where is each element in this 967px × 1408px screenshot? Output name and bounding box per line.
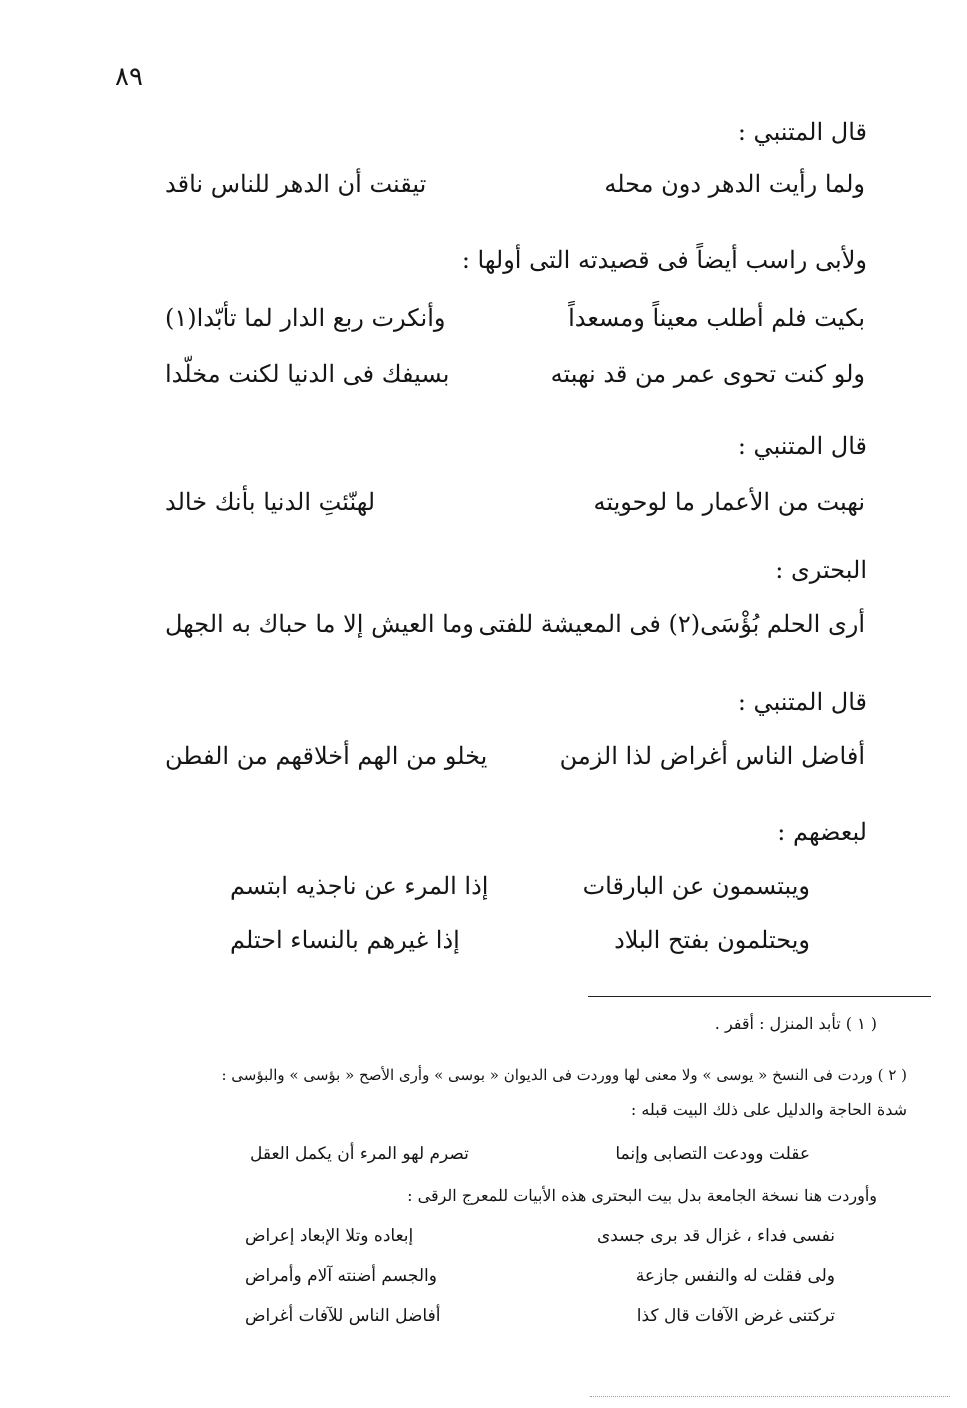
verse-first-hemistich: ويحتلمون بفتح البلاد bbox=[614, 926, 810, 954]
verse-second-hemistich: يخلو من الهم أخلاقهم من الفطن bbox=[165, 742, 488, 770]
verse-first-hemistich: نفسى فداء ، غزال قد برى جسدى bbox=[596, 1226, 835, 1246]
verse-line bbox=[165, 610, 865, 650]
verse-second-hemistich: إذا المرء عن ناجذيه ابتسم bbox=[230, 872, 489, 900]
footnote-1: ( ١ ) تأبد المنزل : أقفر . bbox=[714, 1014, 877, 1033]
verse-line bbox=[165, 742, 865, 782]
entry-heading: قال المتنبي : bbox=[737, 432, 867, 460]
footnote-separator bbox=[588, 996, 931, 997]
verse-first-hemistich: ولو كنت تحوى عمر من قد نهبته bbox=[550, 360, 865, 388]
verse-second-hemistich: بسيفك فى الدنيا لكنت مخلّدا bbox=[165, 360, 450, 388]
footnote-verse bbox=[245, 1306, 835, 1334]
verse-second-hemistich: وما العيش إلا ما حباك به الجهل bbox=[165, 610, 474, 638]
verse-first-hemistich: ويبتسمون عن البارقات bbox=[582, 872, 810, 900]
verse-second-hemistich: لهنّئتِ الدنيا بأنك خالد bbox=[165, 488, 376, 516]
verse-line bbox=[165, 170, 865, 210]
entry-heading: قال المتنبي : bbox=[737, 688, 867, 716]
entry-heading: لبعضهم : bbox=[777, 818, 867, 846]
verse-first-hemistich: بكيت فلم أطلب معيناً ومسعداً bbox=[568, 304, 865, 332]
verse-second-hemistich: إبعاده وتلا الإبعاد إعراض bbox=[245, 1226, 414, 1246]
entry-heading: البحترى : bbox=[775, 556, 867, 584]
verse-first-hemistich: أفاضل الناس أغراض لذا الزمن bbox=[559, 742, 865, 770]
verse-first-hemistich: نهبت من الأعمار ما لوحويته bbox=[593, 488, 865, 516]
page-number: ٨٩ bbox=[115, 62, 143, 92]
verse-second-hemistich: وأنكرت ربع الدار لما تأبّدا(١) bbox=[165, 304, 446, 332]
verse-second-hemistich: إذا غيرهم بالنساء احتلم bbox=[230, 926, 460, 954]
footnote-verse bbox=[245, 1266, 835, 1294]
footnote-verse bbox=[245, 1226, 835, 1254]
footnote-verse bbox=[250, 1144, 810, 1172]
verse-second-hemistich: تيقنت أن الدهر للناس ناقد bbox=[165, 170, 427, 198]
verse-line bbox=[230, 872, 810, 912]
page-edge-line bbox=[590, 1396, 950, 1397]
footnote-2-line-1: ( ٢ ) وردت فى النسخ « يوسى » ولا معنى لها ووردت فى الديوان « بوسى » وأرى الأصح « بؤسى » والبؤسى : bbox=[221, 1066, 907, 1084]
entry-heading: قال المتنبي : bbox=[737, 118, 867, 146]
verse-first-hemistich: ولما رأيت الدهر دون محله bbox=[604, 170, 865, 198]
footnote-2-line-2: شدة الحاجة والدليل على ذلك البيت قبله : bbox=[630, 1100, 907, 1119]
entry-heading: ولأبى راسب أيضاً فى قصيدته التى أولها : bbox=[461, 246, 867, 274]
verse-second-hemistich: تصرم لهو المرء أن يكمل العقل bbox=[250, 1144, 469, 1164]
footnote-2-line-3: وأوردت هنا نسخة الجامعة بدل بيت البحترى هذه الأبيات للمعرج الرقى : bbox=[407, 1186, 877, 1205]
verse-second-hemistich: أفاضل الناس للآفات أغراض bbox=[245, 1306, 441, 1326]
verse-second-hemistich: والجسم أضنته آلام وأمراض bbox=[245, 1266, 437, 1286]
verse-line bbox=[165, 304, 865, 344]
verse-line bbox=[165, 360, 865, 400]
verse-line bbox=[230, 926, 810, 966]
verse-first-hemistich: عقلت وودعت التصابى وإنما bbox=[615, 1144, 810, 1164]
verse-first-hemistich: تركتنى غرض الآفات قال كذا bbox=[636, 1306, 835, 1326]
verse-first-hemistich: أرى الحلم بُؤْسَى(٢) فى المعيشة للفتى bbox=[478, 610, 865, 638]
verse-line bbox=[165, 488, 865, 528]
verse-first-hemistich: ولى فقلت له والنفس جازعة bbox=[635, 1266, 835, 1286]
